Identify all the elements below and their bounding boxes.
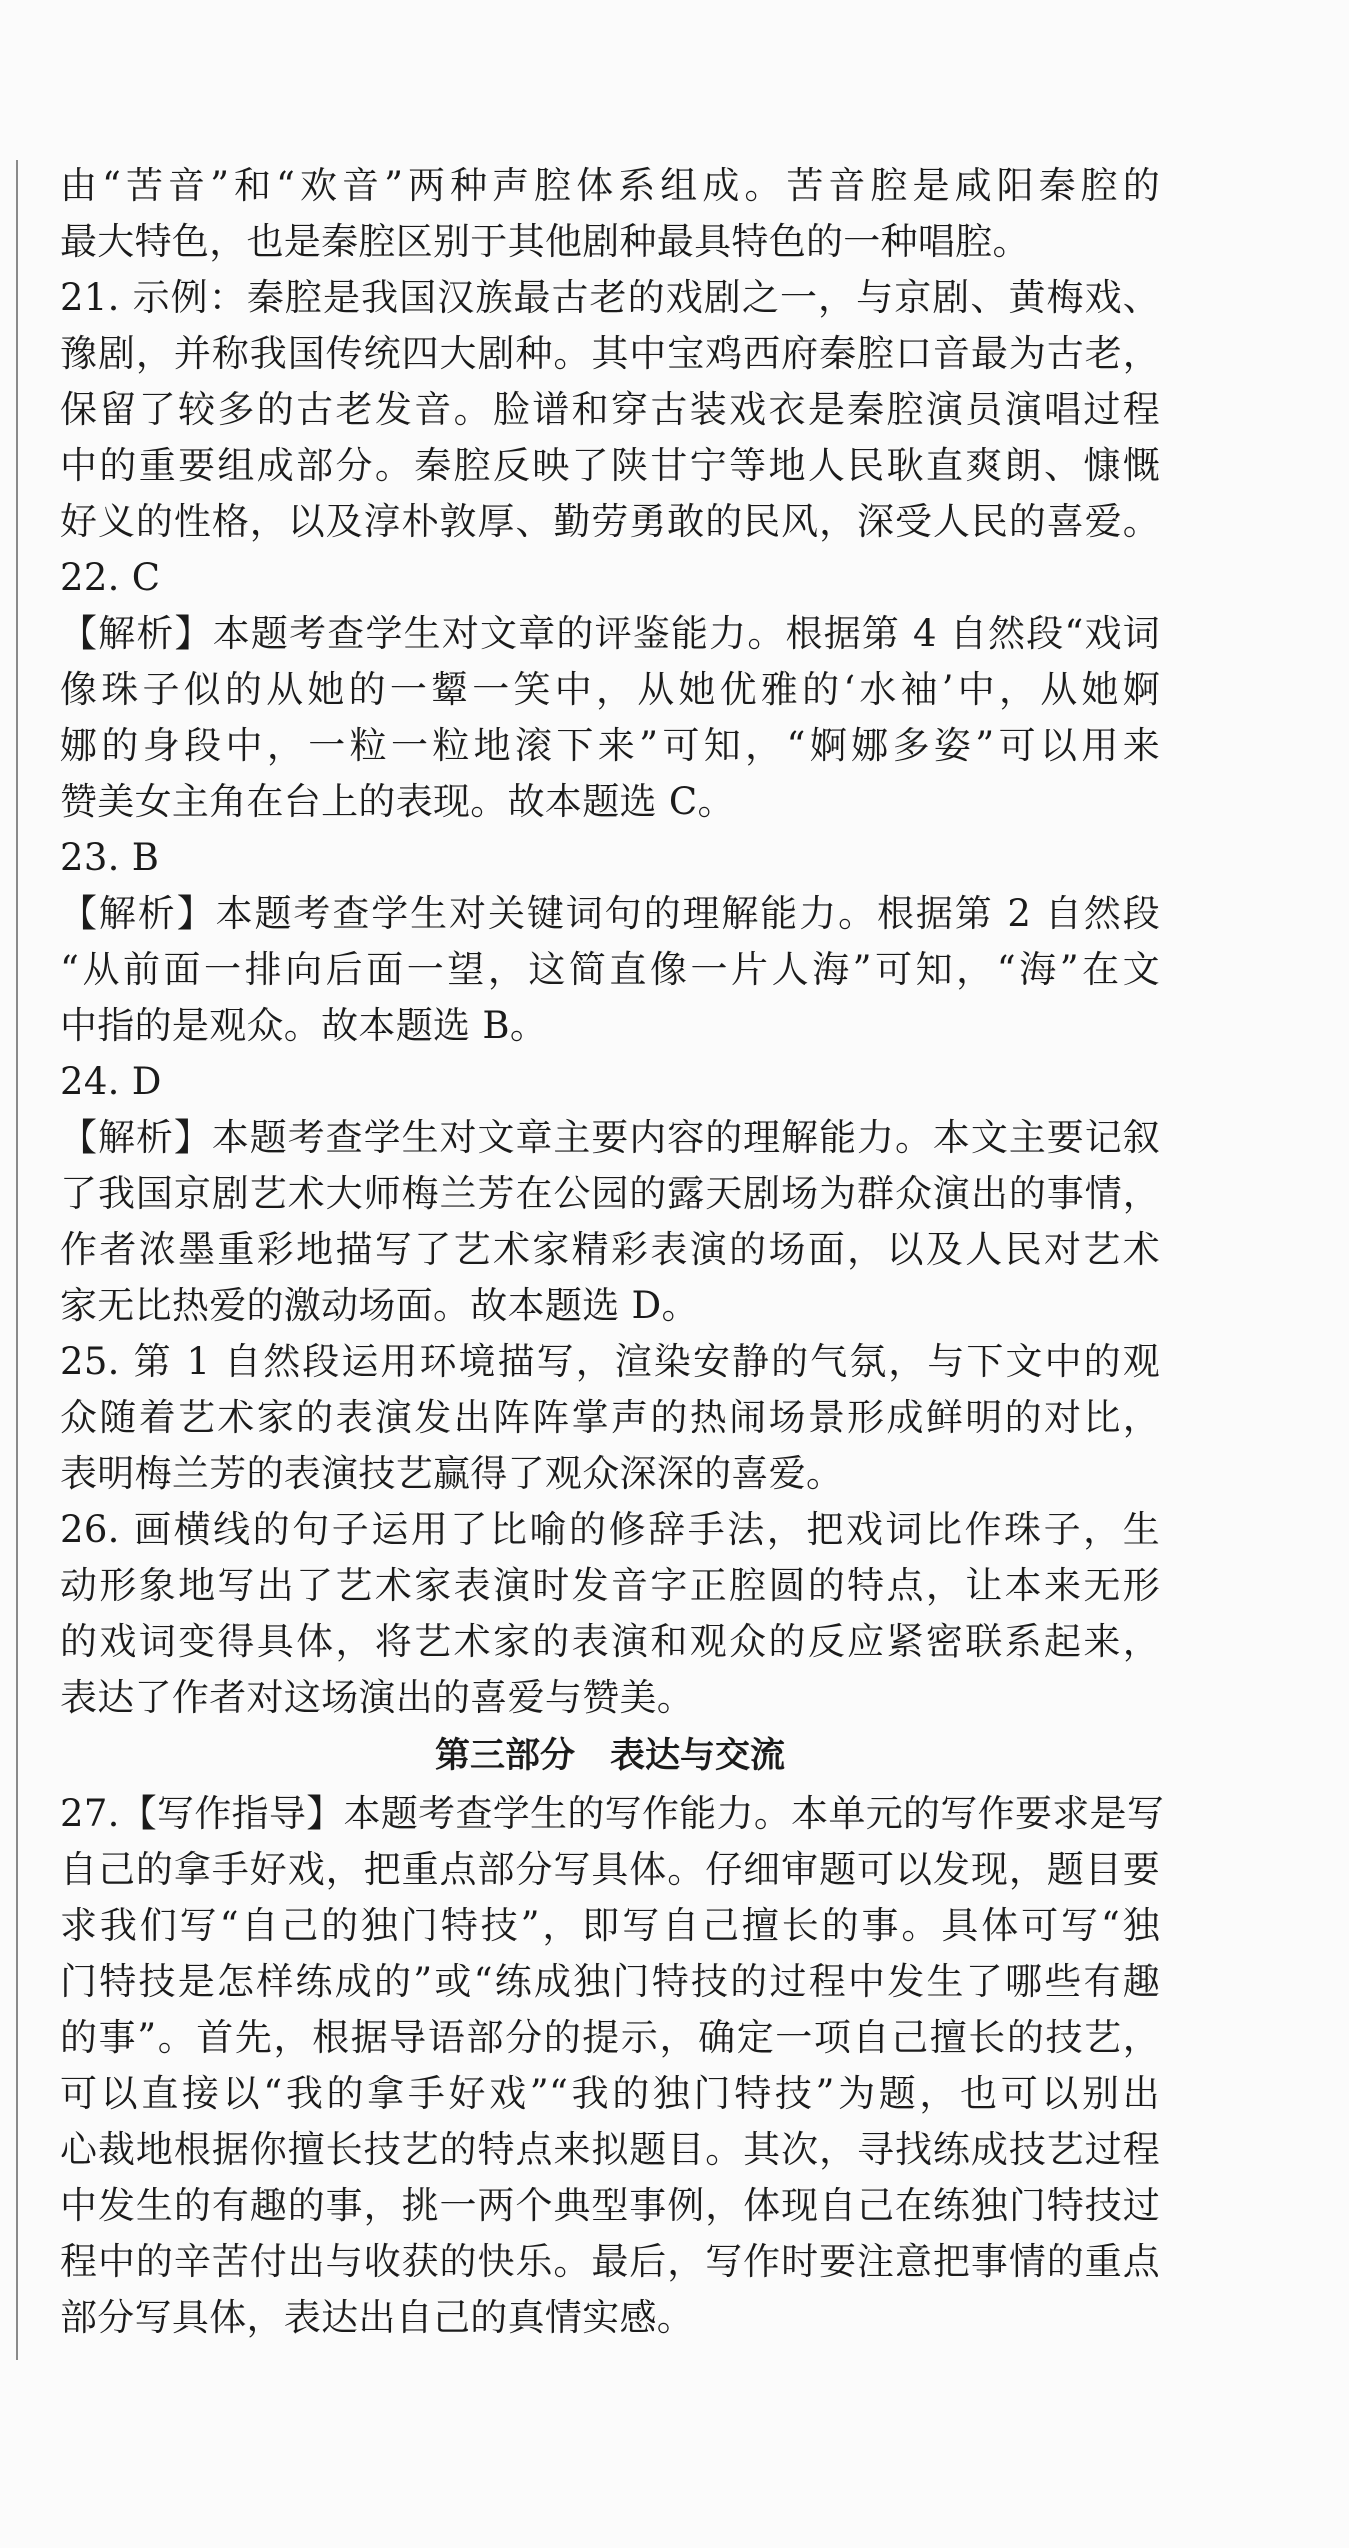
text-line: 保留了较多的古老发音。脸谱和穿古装戏衣是秦腔演员演唱过程 — [60, 388, 1160, 431]
text-line: 众随着艺术家的表演发出阵阵掌声的热闹场景形成鲜明的对比， — [60, 1396, 1160, 1439]
text-line: 赞美女主角在台上的表现。故本题选 C。 — [60, 780, 735, 823]
text-line: 【解析】本题考查学生对关键词句的理解能力。根据第 2 自然段 — [60, 892, 1160, 935]
text-line: 23. B — [60, 836, 160, 879]
text-line: 好义的性格，以及淳朴敦厚、勤劳勇敢的民风，深受人民的喜爱。 — [60, 500, 1160, 543]
text-line: 心裁地根据你擅长技艺的特点来拟题目。其次，寻找练成技艺过程 — [60, 2128, 1160, 2171]
text-line: 22. C — [60, 556, 161, 599]
text-line: 表明梅兰芳的表演技艺赢得了观众深深的喜爱。 — [60, 1452, 844, 1495]
text-line: 了我国京剧艺术大师梅兰芳在公园的露天剧场为群众演出的事情， — [60, 1172, 1160, 1215]
text-line: 由“苦音”和“欢音”两种声腔体系组成。苦音腔是咸阳秦腔的 — [60, 164, 1160, 207]
text-line: 27.【写作指导】本题考查学生的写作能力。本单元的写作要求是写 — [60, 1792, 1165, 1835]
text-line: 表达了作者对这场演出的喜爱与赞美。 — [60, 1676, 695, 1719]
text-line: 最大特色，也是秦腔区别于其他剧种最具特色的一种唱腔。 — [60, 220, 1030, 263]
text-line: 作者浓墨重彩地描写了艺术家精彩表演的场面，以及人民对艺术 — [60, 1228, 1160, 1271]
text-line: 动形象地写出了艺术家表演时发音字正腔圆的特点，让本来无形 — [60, 1564, 1160, 1607]
text-line: 可以直接以“我的拿手好戏”“我的独门特技”为题，也可以别出 — [60, 2072, 1160, 2115]
text-line: 门特技是怎样练成的”或“练成独门特技的过程中发生了哪些有趣 — [60, 1960, 1160, 2003]
text-line: 21. 示例：秦腔是我国汉族最古老的戏剧之一，与京剧、黄梅戏、 — [60, 276, 1160, 319]
margin-rule — [16, 160, 18, 2360]
text-line: 中发生的有趣的事，挑一两个典型事例，体现自己在练独门特技过 — [60, 2184, 1160, 2227]
answer-text — [60, 158, 1165, 2346]
text-line: 求我们写“自己的独门特技”，即写自己擅长的事。具体可写“独 — [60, 1904, 1160, 1947]
text-line: 娜的身段中，一粒一粒地滚下来”可知，“婀娜多姿”可以用来 — [60, 724, 1160, 767]
text-line: 25. 第 1 自然段运用环境描写，渲染安静的气氛，与下文中的观 — [60, 1340, 1160, 1383]
text-line: 的事”。首先，根据导语部分的提示，确定一项自己擅长的技艺， — [60, 2016, 1160, 2059]
text-line: 豫剧，并称我国传统四大剧种。其中宝鸡西府秦腔口音最为古老， — [60, 332, 1160, 375]
text-line: 【解析】本题考查学生对文章的评鉴能力。根据第 4 自然段“戏词 — [60, 612, 1160, 655]
text-line: 自己的拿手好戏，把重点部分写具体。仔细审题可以发现，题目要 — [60, 1848, 1160, 1891]
text-line: 中指的是观众。故本题选 B。 — [60, 1004, 548, 1047]
text-line: 中的重要组成部分。秦腔反映了陕甘宁等地人民耿直爽朗、慷慨 — [60, 444, 1160, 487]
text-line: 26. 画横线的句子运用了比喻的修辞手法，把戏词比作珠子，生 — [60, 1508, 1160, 1551]
text-line: “从前面一排向后面一望，这简直像一片人海”可知，“海”在文 — [60, 948, 1160, 991]
text-line: 程中的辛苦付出与收获的快乐。最后，写作时要注意把事情的重点 — [60, 2240, 1160, 2283]
text-line: 家无比热爱的激动场面。故本题选 D。 — [60, 1284, 699, 1327]
text-line: 【解析】本题考查学生对文章主要内容的理解能力。本文主要记叙 — [60, 1116, 1160, 1159]
section-heading: 第三部分 表达与交流 — [434, 1736, 785, 1776]
text-line: 像珠子似的从她的一颦一笑中，从她优雅的‘水袖’中，从她婀 — [60, 668, 1160, 711]
text-line: 部分写具体，表达出自己的真情实感。 — [60, 2296, 695, 2339]
text-line: 24. D — [60, 1060, 162, 1103]
text-line: 的戏词变得具体，将艺术家的表演和观众的反应紧密联系起来， — [60, 1620, 1160, 1663]
